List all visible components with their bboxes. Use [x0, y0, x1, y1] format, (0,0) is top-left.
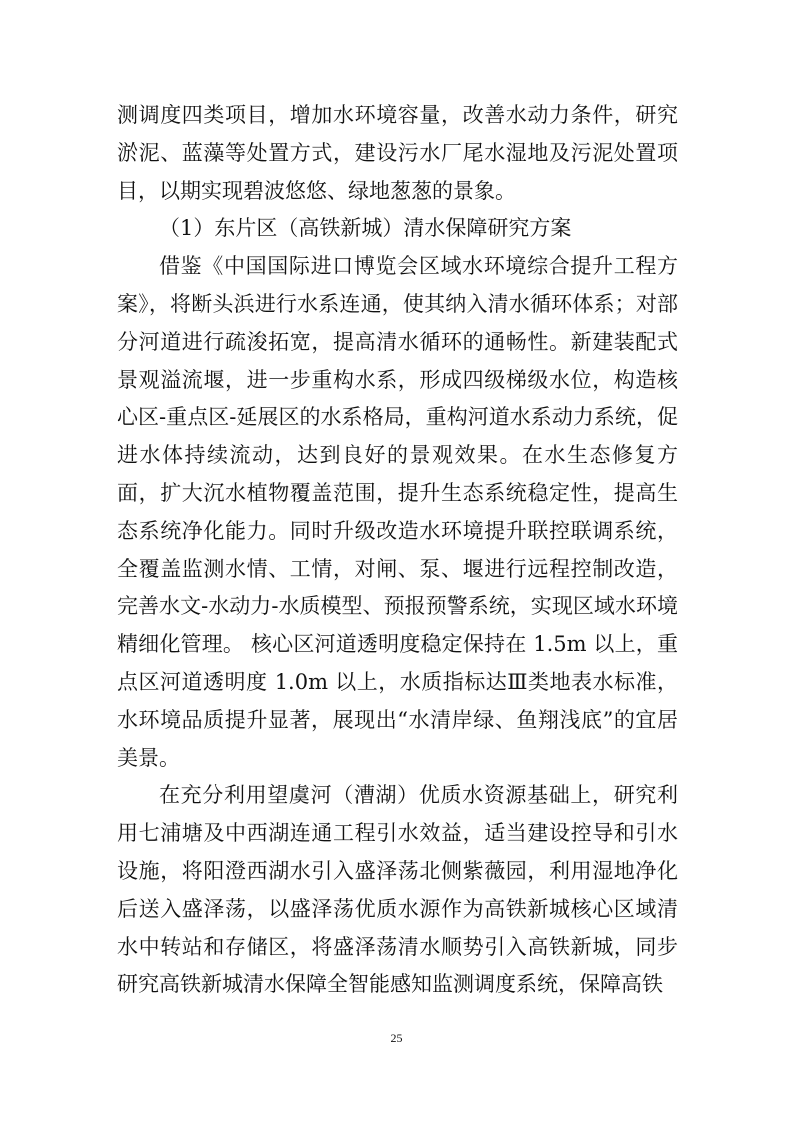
page-body — [117, 97, 678, 1004]
body-paragraph-2: 在充分利用望虞河（漕湖）优质水资源基础上，研究利用七浦塘及中西湖连通工程引水效益，适当建设控导和引水设施，将阳澄西湖水引入盛泽荡北侧紫薇园，利用湿地净化后送入盛泽荡，以盛泽荡优质水源作为高铁新城核心区域清水中转站和存储区，将盛泽荡清水顺势引入高铁新城，同步研究高铁新城清水保障全智能感知监测调度系统，保障高铁 — [117, 783, 678, 997]
continuation-paragraph: 测调度四类项目，增加水环境容量，改善水动力条件，研究淤泥、蓝藻等处置方式，建设污水厂尾水湿地及污泥处置项目，以期实现碧波悠悠、绿地葱葱的景象。 — [117, 103, 678, 203]
body-paragraph-1: 借鉴《中国国际进口博览会区域水环境综合提升工程方案》，将断头浜进行水系连通，使其纳入清水循环体系；对部分河道进行疏浚拓宽，提高清水循环的通畅性。新建装配式景观溢流堰，进一步重构水系，形成四级梯级水位，构造核心区-重点区-延展区的水系格局，重构河道水系动力系统，促进水体持续流动，达到良好的景观效果。在水生态修复方面，扩大沉水植物覆盖范围，提升生态系统稳定性，提高生态系统净化能力。同时升级改造水环境提升联控联调系统，全覆盖监测水情、工情，对闸、泵、堰进行远程控制改造，完善水文-水动力-水质模型、预报预警系统，实现区域水环境精细化管理。 核心区河道透明度稳定保持在 1.5m 以上，重点区河道透明度 1.0m 以上，水质指标达Ⅲ类地表水标准，水环境品质提升显著，展现出“水清岸绿、鱼翔浅底”的宜居美景。 — [117, 254, 678, 770]
page-number: 25 — [390, 1031, 403, 1045]
section-subheading: （1）东片区（高铁新城）清水保障研究方案 — [159, 216, 572, 241]
